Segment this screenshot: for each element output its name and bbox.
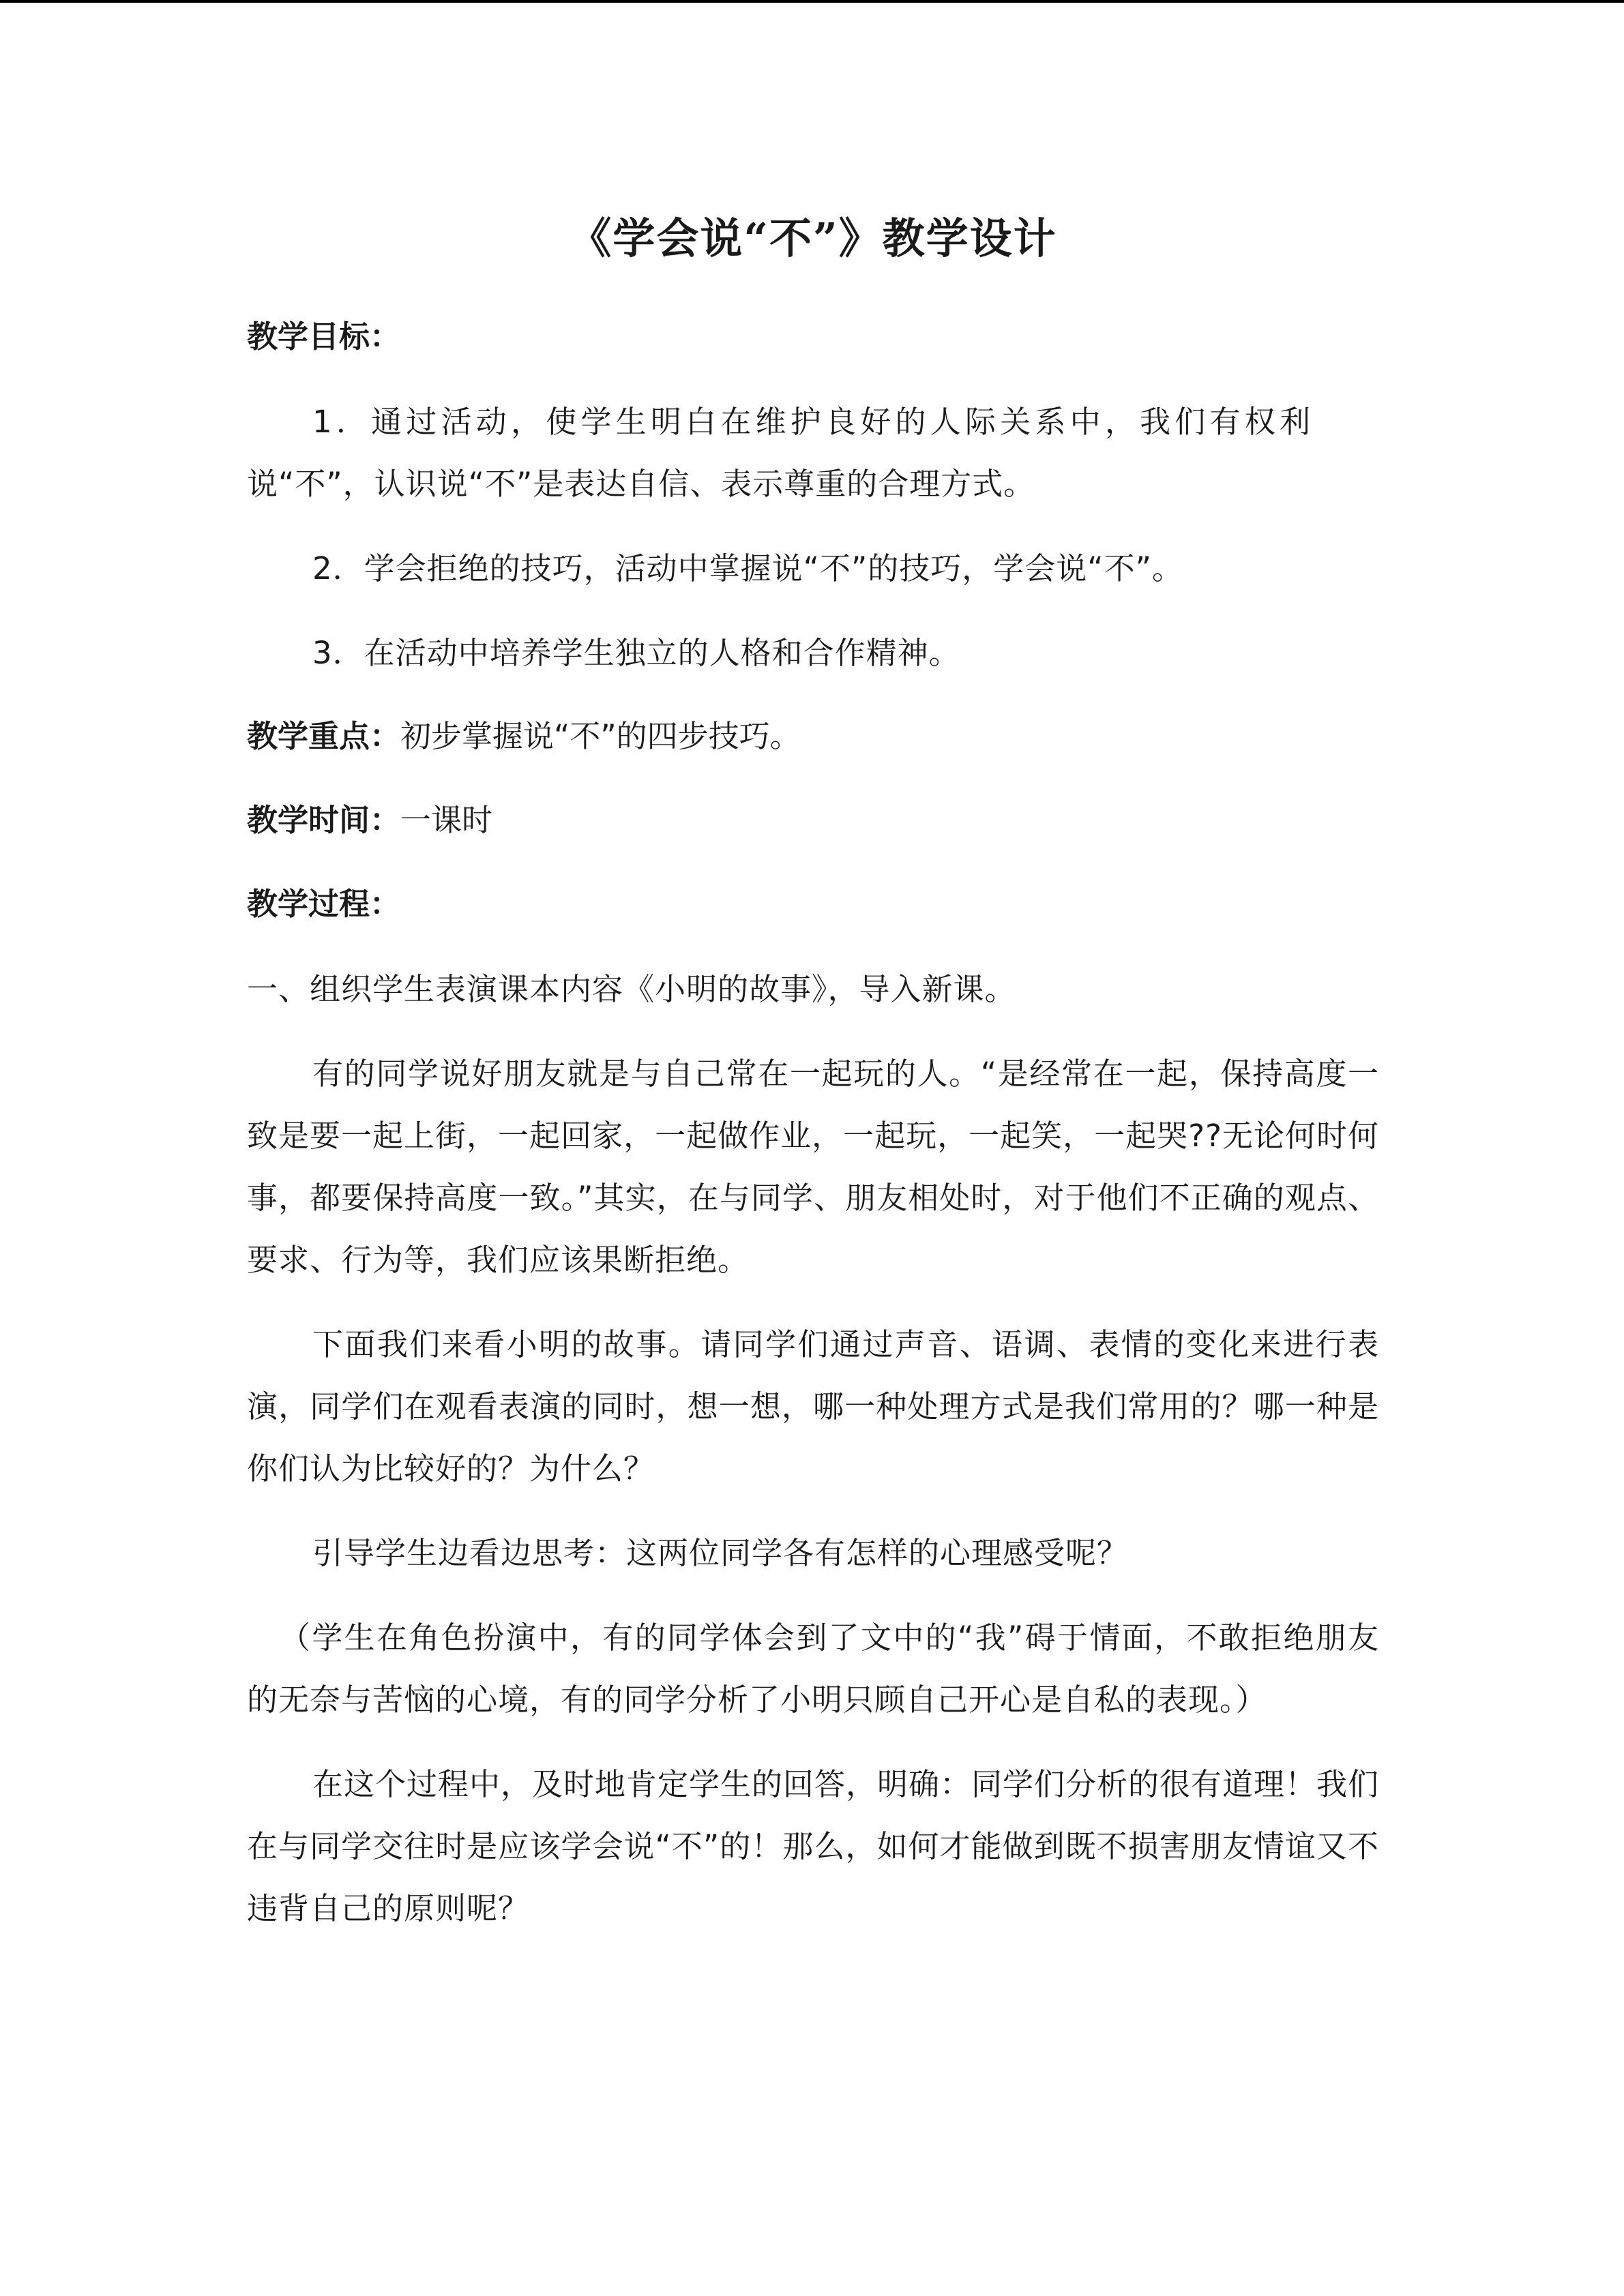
body-paragraph: 在这个过程中，及时地肯定学生的回答，明确：同学们分析的很有道理！我们在与同学交往时是应该学会说“不”的！那么，如何才能做到既不损害朋友情谊又不违背自己的原则呢？ bbox=[247, 1766, 1380, 1926]
time-label: 教学时间： bbox=[247, 802, 401, 838]
body-paragraph: 下面我们来看小明的故事。请同学们通过声音、语调、表情的变化来进行表演，同学们在观看表演的同时，想一想，哪一种处理方式是我们常用的？哪一种是你们认为比较好的？为什么？ bbox=[247, 1326, 1379, 1487]
time-line bbox=[247, 790, 1379, 850]
key-point-value: 初步掌握说“不”的四步技巧。 bbox=[400, 718, 801, 754]
time-value: 一课时 bbox=[400, 802, 493, 838]
page-top-border bbox=[0, 0, 1624, 3]
process-heading: 教学过程： bbox=[247, 886, 401, 922]
objective-item: 3．在活动中培养学生独立的人格和合作精神。 bbox=[312, 635, 960, 671]
body-paragraph: （学生在角色扮演中，有的同学体会到了文中的“我”碍于情面，不敢拒绝朋友的无奈与苦恼的心境，有的同学分析了小明只顾自己开心是自私的表现。） bbox=[247, 1620, 1379, 1718]
key-point-line bbox=[247, 706, 1379, 766]
key-point-label: 教学重点： bbox=[247, 718, 401, 754]
body-paragraph: 有的同学说好朋友就是与自己常在一起玩的人。“是经常在一起，保持高度一致是要一起上街，一起回家，一起做作业，一起玩，一起笑，一起哭??无论何时何事，都要保持高度一致。”其实，在与同学、朋友相处时，对于他们不正确的观点、要求、行为等，我们应该果断拒绝。 bbox=[247, 1056, 1379, 1278]
document-page bbox=[247, 205, 1379, 1962]
objectives-heading: 教学目标： bbox=[247, 318, 401, 355]
objective-item: 2．学会拒绝的技巧，活动中掌握说“不”的技巧，学会说“不”。 bbox=[312, 550, 1183, 586]
document-title: 《学会说“不”》教学设计 bbox=[569, 213, 1057, 263]
process-step: 一、组织学生表演课本内容《小明的故事》，导入新课。 bbox=[247, 971, 1016, 1007]
objective-item: 1．通过活动，使学生明白在维护良好的人际关系中，我们有权利说“不”，认识说“不”是表达自信、表示尊重的合理方式。 bbox=[247, 404, 1311, 502]
body-paragraph: 引导学生边看边思考：这两位同学各有怎样的心理感受呢？ bbox=[312, 1535, 1129, 1571]
